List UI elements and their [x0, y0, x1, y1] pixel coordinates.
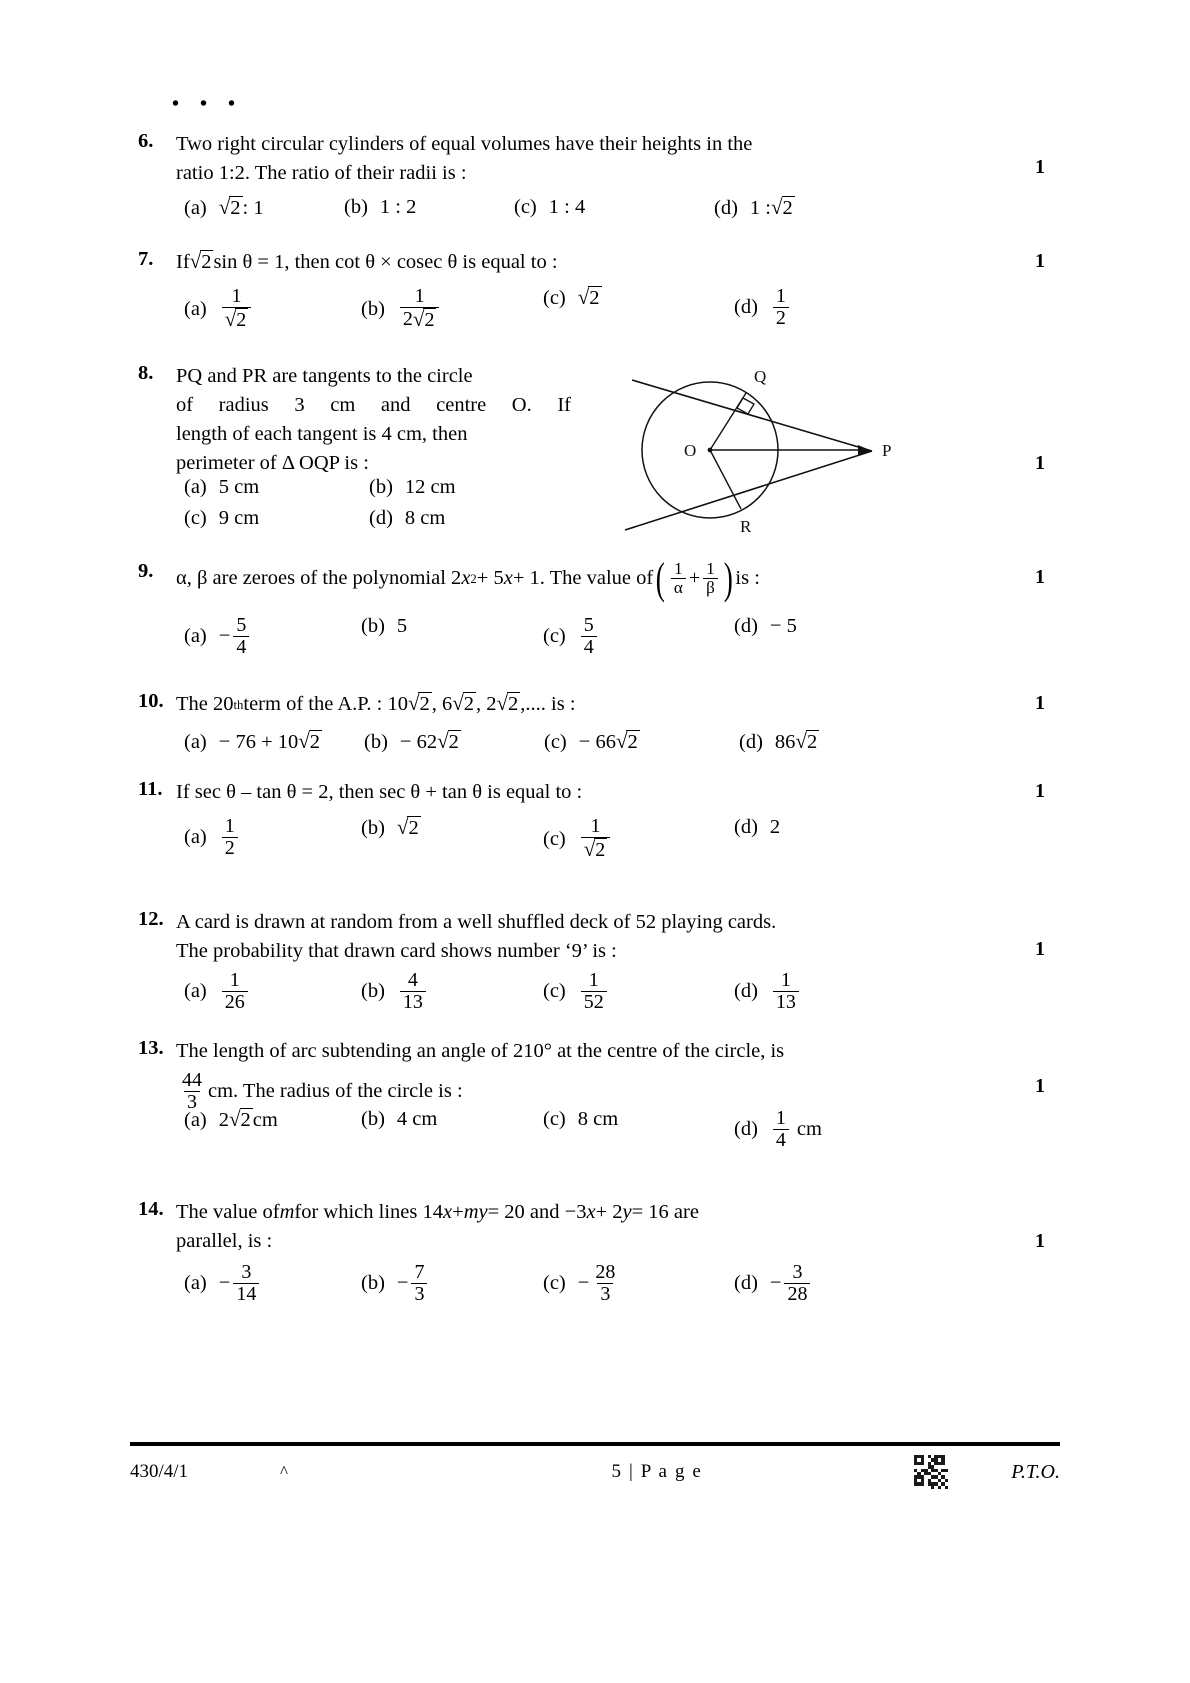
- question-6-line-2: ratio 1:2. The ratio of their radii is :: [176, 162, 467, 185]
- option-13-d[interactable]: [734, 1108, 822, 1151]
- radical-icon: √: [407, 691, 420, 716]
- option-12-b-label: (b): [361, 980, 385, 1003]
- question-14-line-1: The value of m for which lines 14 x + m y = 20 and −3 x + 2 y = 16 are: [176, 1201, 699, 1223]
- option-13-d-label: (d): [734, 1118, 758, 1141]
- option-10-b-value: − 62 √ 2: [399, 729, 459, 753]
- option-8-a-value: 5 cm: [218, 476, 260, 498]
- option-10-b[interactable]: [364, 730, 544, 755]
- question-13-number: 13.: [138, 1037, 164, 1059]
- question-10: [130, 690, 1060, 719]
- question-12-marks: 1: [1035, 938, 1045, 960]
- option-11-a-value: $\frac{1}{2}$: [219, 816, 241, 859]
- option-8-d-value: 8 cm: [404, 507, 446, 529]
- radical-icon: √: [229, 1107, 241, 1131]
- question-11-number: 11.: [138, 778, 163, 800]
- question-14-number: 14.: [138, 1198, 164, 1220]
- question-6-number: 6.: [138, 130, 154, 152]
- radical-icon: √: [218, 195, 231, 219]
- option-14-a-label: (a): [184, 1272, 207, 1295]
- option-9-c-value: $\frac{5}{4}$: [578, 615, 600, 658]
- question-9: [130, 553, 1060, 603]
- question-6-body: [176, 130, 936, 188]
- option-10-a-value: − 76 + 10 √ 2: [218, 729, 321, 753]
- question-7-number: 7.: [138, 248, 154, 270]
- question-8-body: [176, 362, 571, 478]
- option-14-c-label: (c): [543, 1272, 566, 1295]
- question-12: [130, 908, 1060, 966]
- question-11-options: [184, 816, 1044, 862]
- question-11-body: If sec θ – tan θ = 2, then sec θ + tan θ is equal to :: [176, 781, 583, 803]
- option-11-a-label: (a): [184, 826, 207, 849]
- question-7: [130, 248, 1060, 277]
- option-13-c[interactable]: [543, 1108, 734, 1131]
- page-number: 5 | P a g e: [611, 1461, 703, 1482]
- option-6-d[interactable]: [714, 196, 795, 221]
- radical-icon: √: [396, 815, 409, 839]
- option-13-b-label: (b): [361, 1108, 385, 1130]
- option-12-a-label: (a): [184, 980, 207, 1003]
- option-13-a-label: (a): [184, 1108, 207, 1131]
- option-9-b[interactable]: [361, 615, 543, 638]
- question-13-line-2: $\frac{44}{3}$ cm. The radius of the circle is :: [182, 1069, 463, 1114]
- option-9-c[interactable]: [543, 615, 734, 658]
- question-8-options: [184, 476, 604, 530]
- option-11-b-value: √ 2: [396, 815, 419, 839]
- arrow-head-p: [858, 445, 872, 456]
- question-10-options: [184, 730, 1044, 755]
- question-13-body: [176, 1037, 976, 1113]
- option-13-a[interactable]: [184, 1108, 361, 1133]
- question-11: [130, 778, 1060, 807]
- radical-icon: √: [615, 729, 628, 753]
- option-12-a[interactable]: [184, 970, 361, 1013]
- option-8-b[interactable]: [369, 476, 456, 499]
- right-paren: ): [723, 553, 733, 603]
- question-9-marks: 1: [1035, 566, 1045, 588]
- radical-icon: √: [452, 691, 464, 716]
- radical-icon: √: [496, 691, 509, 716]
- option-13-d-value: $\frac{1}{4}$ cm: [770, 1108, 822, 1151]
- option-8-d-label: (d): [369, 507, 393, 529]
- option-9-a[interactable]: [184, 615, 361, 658]
- question-10-marks: 1: [1035, 692, 1045, 714]
- option-11-b[interactable]: [361, 816, 543, 841]
- label-r: R: [740, 517, 752, 536]
- circle-tangents-diagram: [610, 352, 940, 552]
- question-6-line-1: Two right circular cylinders of equal volumes have their heights in the: [176, 133, 753, 155]
- grouped-expression: ( $\frac{1}{\alpha}$ + $\frac{1}{\beta}$ ): [656, 553, 733, 603]
- radical-icon: √: [583, 837, 596, 862]
- label-p: P: [882, 441, 892, 460]
- option-12-d-label: (d): [734, 980, 758, 1003]
- option-6-c-value: 1 : 4: [548, 196, 586, 218]
- option-8-a[interactable]: [184, 476, 369, 499]
- option-8-a-label: (a): [184, 476, 207, 498]
- question-8-line-3: length of each tangent is 4 cm, then: [176, 423, 468, 446]
- label-o: O: [684, 441, 697, 460]
- option-10-d[interactable]: [739, 730, 819, 755]
- radical-icon: √: [189, 249, 202, 274]
- page-footer: [130, 1452, 1060, 1492]
- option-14-c[interactable]: [543, 1262, 734, 1305]
- option-10-a[interactable]: [184, 730, 364, 755]
- option-6-d-value: 1 : √ 2: [749, 195, 793, 219]
- option-10-d-value: 86 √ 2: [774, 729, 818, 753]
- option-12-b[interactable]: [361, 970, 543, 1013]
- question-12-line-2: The probability that drawn card shows number ‘9’ is :: [176, 940, 617, 963]
- option-8-c[interactable]: [184, 507, 369, 530]
- option-14-d-label: (d): [734, 1272, 758, 1295]
- option-7-d-value: $\frac{1}{2}$: [770, 286, 792, 329]
- question-14-line-2: parallel, is :: [176, 1230, 273, 1253]
- option-7-d[interactable]: [734, 286, 792, 329]
- option-11-a[interactable]: [184, 816, 361, 859]
- option-12-d-value: $\frac{1}{13}$: [770, 970, 802, 1013]
- option-14-b[interactable]: [361, 1262, 543, 1305]
- question-7-marks: 1: [1035, 250, 1045, 272]
- option-12-c-value: $\frac{1}{52}$: [578, 970, 610, 1013]
- circle-tangents-svg: [610, 352, 940, 552]
- option-7-b-value: 1 2 √ 2: [397, 286, 443, 332]
- option-10-b-label: (b): [364, 730, 388, 753]
- option-6-c-label: (c): [514, 196, 537, 218]
- option-12-c-label: (c): [543, 980, 566, 1003]
- upper-tangent-line: [632, 380, 872, 451]
- pto-label: P.T.O.: [1011, 1460, 1060, 1483]
- left-paren: (: [656, 553, 666, 603]
- option-14-b-value: − $\frac{7}{3}$: [397, 1262, 431, 1305]
- option-9-a-value: − $\frac{5}{4}$: [219, 615, 253, 658]
- question-9-number: 9.: [138, 560, 154, 582]
- option-13-c-value: 8 cm: [577, 1108, 619, 1130]
- option-14-a[interactable]: [184, 1262, 361, 1305]
- question-14-body: [176, 1198, 976, 1256]
- option-9-d[interactable]: [734, 615, 797, 638]
- option-6-b-value: 1 : 2: [379, 196, 417, 218]
- option-8-c-value: 9 cm: [218, 507, 260, 529]
- option-13-b[interactable]: [361, 1108, 543, 1131]
- question-7-stem-rest: sin θ = 1, then cot θ × cosec θ is equal to :: [213, 251, 558, 273]
- option-14-d[interactable]: [734, 1262, 813, 1305]
- option-6-a[interactable]: [184, 196, 344, 221]
- question-8-line-4: perimeter of Δ OQP is :: [176, 452, 369, 475]
- option-14-c-value: − $\frac{28}{3}$: [577, 1261, 616, 1306]
- option-13-a-value: 2 √ 2 cm: [218, 1107, 278, 1131]
- option-6-b[interactable]: [344, 196, 514, 219]
- option-11-c-label: (c): [543, 827, 566, 850]
- question-7-body: If √ 2 sin θ = 1, then cot θ × cosec θ is equal to :: [176, 248, 936, 277]
- question-14-marks: 1: [1035, 1230, 1045, 1252]
- question-6-marks: 1: [1035, 156, 1045, 178]
- option-7-a-label: (a): [184, 297, 207, 320]
- option-12-c[interactable]: [543, 970, 734, 1013]
- option-6-a-label: (a): [184, 196, 207, 219]
- footer-rule: [130, 1442, 1060, 1446]
- radius-or: [710, 450, 741, 509]
- radical-icon: √: [412, 307, 425, 332]
- option-7-c-label: (c): [543, 286, 566, 309]
- question-8-line-1: PQ and PR are tangents to the circle: [176, 365, 473, 387]
- paper-code: 430/4/1: [130, 1461, 189, 1482]
- question-9-body: α, β are zeroes of the polynomial 2 x 2 + 5 x + 1. The value of ( $\frac{1}{\alpha}$ + $\frac{1}{\beta}$ ) is :: [176, 553, 760, 603]
- radical-icon: √: [577, 285, 590, 309]
- top-dots-marker: • • •: [172, 93, 244, 115]
- question-6: [130, 130, 1060, 188]
- question-12-number: 12.: [138, 908, 164, 930]
- qr-code-icon: [914, 1455, 948, 1489]
- option-10-a-label: (a): [184, 730, 207, 753]
- question-12-line-1: A card is drawn at random from a well shuffled deck of 52 playing cards.: [176, 911, 777, 933]
- option-9-a-label: (a): [184, 625, 207, 648]
- option-14-a-value: − $\frac{3}{14}$: [219, 1262, 263, 1305]
- option-11-c-value: 1 √ 2: [578, 816, 614, 862]
- option-6-b-label: (b): [344, 196, 368, 218]
- option-9-c-label: (c): [543, 625, 566, 648]
- radical-icon: √: [298, 729, 310, 753]
- question-6-options: [184, 196, 1044, 221]
- option-10-c-value: − 66 √ 2: [578, 729, 638, 753]
- question-13: [130, 1037, 1060, 1113]
- option-11-b-label: (b): [361, 816, 385, 839]
- option-9-b-value: 5: [396, 615, 408, 637]
- option-6-d-label: (d): [714, 196, 738, 219]
- radical-icon: √: [795, 729, 807, 753]
- question-12-body: [176, 908, 976, 966]
- radical-icon: √: [437, 729, 449, 753]
- option-14-b-label: (b): [361, 1272, 385, 1295]
- option-8-d[interactable]: [369, 507, 445, 530]
- question-14: [130, 1198, 1060, 1256]
- question-10-body: The 20 th term of the A.P. : 10 √ 2 , 6 √ 2 , 2 √ 2 ,.... is :: [176, 691, 576, 716]
- option-8-c-label: (c): [184, 507, 207, 529]
- option-8-b-label: (b): [369, 476, 393, 498]
- option-12-d[interactable]: [734, 970, 802, 1013]
- question-14-options: [184, 1262, 1044, 1305]
- label-q: Q: [754, 367, 767, 386]
- question-9-options: [184, 615, 1044, 658]
- caret-marker: ^: [280, 1462, 288, 1481]
- option-10-d-label: (d): [739, 730, 763, 753]
- option-11-d-label: (d): [734, 816, 758, 838]
- option-9-b-label: (b): [361, 615, 385, 637]
- option-12-a-value: $\frac{1}{26}$: [219, 970, 251, 1013]
- option-7-c-value: √ 2: [577, 285, 600, 309]
- option-12-b-value: $\frac{4}{13}$: [397, 970, 429, 1013]
- question-12-options: [184, 970, 1044, 1013]
- question-8-marks: 1: [1035, 452, 1045, 474]
- question-13-options: [184, 1108, 1044, 1151]
- question-11-marks: 1: [1035, 780, 1045, 802]
- option-10-c-label: (c): [544, 730, 567, 753]
- option-7-a[interactable]: [184, 286, 361, 332]
- radical-icon: √: [224, 307, 237, 332]
- question-8-line-2: of radius 3 cm and centre O. If: [176, 394, 571, 417]
- radical-icon: √: [770, 195, 783, 219]
- option-7-d-label: (d): [734, 296, 758, 319]
- question-10-number: 10.: [138, 690, 164, 712]
- option-9-d-value: − 5: [769, 615, 797, 637]
- option-11-d[interactable]: [734, 816, 780, 839]
- option-14-d-value: − $\frac{3}{28}$: [770, 1262, 814, 1305]
- option-11-d-value: 2: [769, 816, 781, 838]
- option-13-c-label: (c): [543, 1108, 566, 1130]
- option-6-a-value: √ 2 : 1: [218, 195, 264, 219]
- question-13-marks: 1: [1035, 1075, 1045, 1097]
- option-11-c[interactable]: [543, 816, 734, 862]
- option-6-c[interactable]: [514, 196, 714, 219]
- option-9-d-label: (d): [734, 615, 758, 637]
- option-7-c[interactable]: [543, 286, 734, 311]
- question-8-number: 8.: [138, 362, 154, 384]
- centre-dot: [708, 448, 713, 453]
- option-7-b[interactable]: [361, 286, 543, 332]
- option-10-c[interactable]: [544, 730, 739, 755]
- qr-code-grid: [914, 1455, 948, 1489]
- option-7-b-label: (b): [361, 297, 385, 320]
- question-13-line-1: The length of arc subtending an angle of 210° at the centre of the circle, is: [176, 1040, 785, 1062]
- option-13-b-value: 4 cm: [396, 1108, 438, 1130]
- question-7-options: [184, 286, 1044, 332]
- option-7-a-value: 1 √ 2: [219, 286, 255, 332]
- option-8-b-value: 12 cm: [404, 476, 456, 498]
